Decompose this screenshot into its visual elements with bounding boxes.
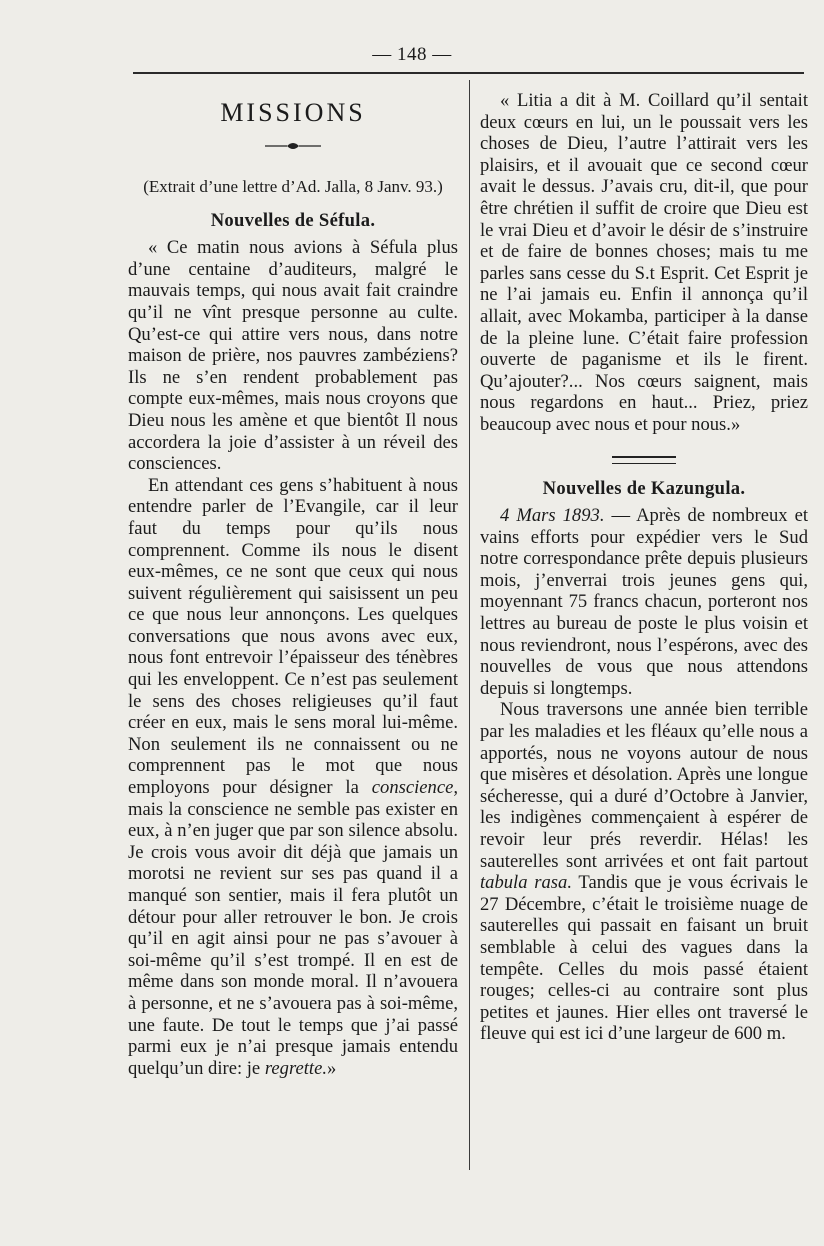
section-separator xyxy=(612,456,676,464)
italic-tabula-rasa: tabula rasa. xyxy=(480,872,572,894)
italic-conscience: conscience, xyxy=(371,777,458,799)
dateline: 4 Mars 1893. xyxy=(500,505,605,527)
section-title: MISSIONS xyxy=(220,98,366,127)
paragraph-litia: « Litia a dit à M. Coillard qu’il sentait deux cœurs en lui, un le poussait vers les choses de Dieu, l’autre l’attirait vers les plaisirs, et il avouait que ce second cœur avait le dessus. J’avais cru, dit-il, que pour être chrétien il suffit de croire que Dieu est le vrai Dieu et d’avoir le désir de s’instruire et de faire de bonnes choses; mais tu me parles sans cesse du S.t Esprit. Cet Esprit je ne l’ai jamais eu. Enfin il annonça qu’il allait, avec Mokamba, participer à la danse de la pleine lune. C’était faire profession ouverte de paganisme et ils le firent. Qu’ajouter?... Nos cœurs saignent, mais nous regardons en haut... Priez, priez beaucoup avec nous et pour nous.» xyxy=(480,90,808,435)
paragraph-sefula-2-text: En attendant ces gens s’habituent à nous entendre parler de l’Evangile, car il leur faut du temps pour qu’ils nous comprennent. Comme ils nous le disent eux-mêmes, ce ne sont que ceux qui nous suivent régulièrement qui saisissent un peu ce que nous leur annonçons. Les quelques conversations que nous avons avec eux, nous font entrevoir l’épaisseur des ténèbres qui les enveloppent. Ce n’est pas seulement le sens des choses religieuses qu’il faut créer en eux, mais le sens moral lui-même. Non seulement ils ne connaissent ou ne comprennent pas le mot que nous employons pour désigner la xyxy=(128,474,458,799)
column-divider xyxy=(469,80,470,1170)
letter-attribution: (Extrait d’une lettre d’Ad. Jalla, 8 Janv. 93.) xyxy=(143,177,443,196)
closing-quote: » xyxy=(326,1057,337,1079)
italic-regrette: regrette. xyxy=(264,1057,327,1079)
paragraph-sefula-1: « Ce matin nous avions à Séfula plus d’une centaine d’auditeurs, malgré le mauvais temps, qui nous avait fait craindre qu’il ne vînt presque personne au culte. Qu’est-ce qui attire vers nous, dans notre maison de prière, nos pauvres zambéziens? Ils ne s’en rendent probablement pas compte eux-mêmes, mais nous croyons que Dieu nous les amène et que bientôt Il nous accordera la joie d’assister à un réveil des consciences. xyxy=(128,237,458,475)
left-column xyxy=(128,90,458,1079)
title-ornament-icon xyxy=(128,136,458,150)
right-column xyxy=(480,90,808,1045)
header-rule xyxy=(133,72,804,74)
paragraph-sefula-2 xyxy=(128,475,458,1080)
paragraph-kazungula-2 xyxy=(480,699,808,1045)
paragraph-kazungula-1 xyxy=(480,505,808,699)
paragraph-sefula-2-cont: mais la conscience ne semble pas exister en eux, à n’en juger que par son silence absolu. Je crois vous avoir dit déjà que jamais un morotsi ne revient sur ses pas quand il a manqué son sentier, mais il fera plutôt un détour pour aller retrouver le bon. Je crois qu’il en agit ainsi pour ne pas s’avouer à soi-même qu’il s’est trompé. Il en est de même dans son monde moral. Il n’avouera à personne, et ne s’avouera pas à soi-même, une faute. De tout le temps que j’ai passé parmi eux je n’ai presque jamais entendu quelqu’un dire: je xyxy=(128,798,458,1079)
paragraph-kazungula-2-cont: Tandis que je vous écrivais le 27 Décembre, c’était le troisième nuage de sauterelles qui passait en faisant un bruit semblable à celui des vagues dans la tempête. Celles du mois passé étaient rouges; celles-ci au contraire sont plus petites et jaunes. Hier elles ont traversé le fleuve qui est ici d’une largeur de 600 m. xyxy=(480,872,808,1045)
page-number: — 148 — xyxy=(372,44,452,65)
paragraph-kazungula-2-text: Nous traversons une année bien terrible par les maladies et les fléaux qu’elle nous a apportés, nous ne voyons autour de nous que misères et désolation. Après une longue sécheresse, qui a duré d’Octobre à Janvier, les indigènes commençaient à espérer de revoir leur prés reverdir. Hélas! les sauterelles sont arrivées et ont fait partout xyxy=(480,699,808,872)
subhead-kazungula: Nouvelles de Kazungula. xyxy=(542,477,746,499)
subhead-sefula: Nouvelles de Séfula. xyxy=(210,209,376,231)
paragraph-kazungula-1-text: — Après de nombreux et vains efforts pour expédier vers le Sud notre correspondance prête depuis plusieurs mois, j’enverrai trois jeunes gens qui, moyennant 75 francs chacun, porteront nos lettres au bureau de poste le plus voisin et nous reviendront, nous l’espérons, avec des nouvelles de vous que nous attendons depuis si longtemps. xyxy=(480,505,808,699)
